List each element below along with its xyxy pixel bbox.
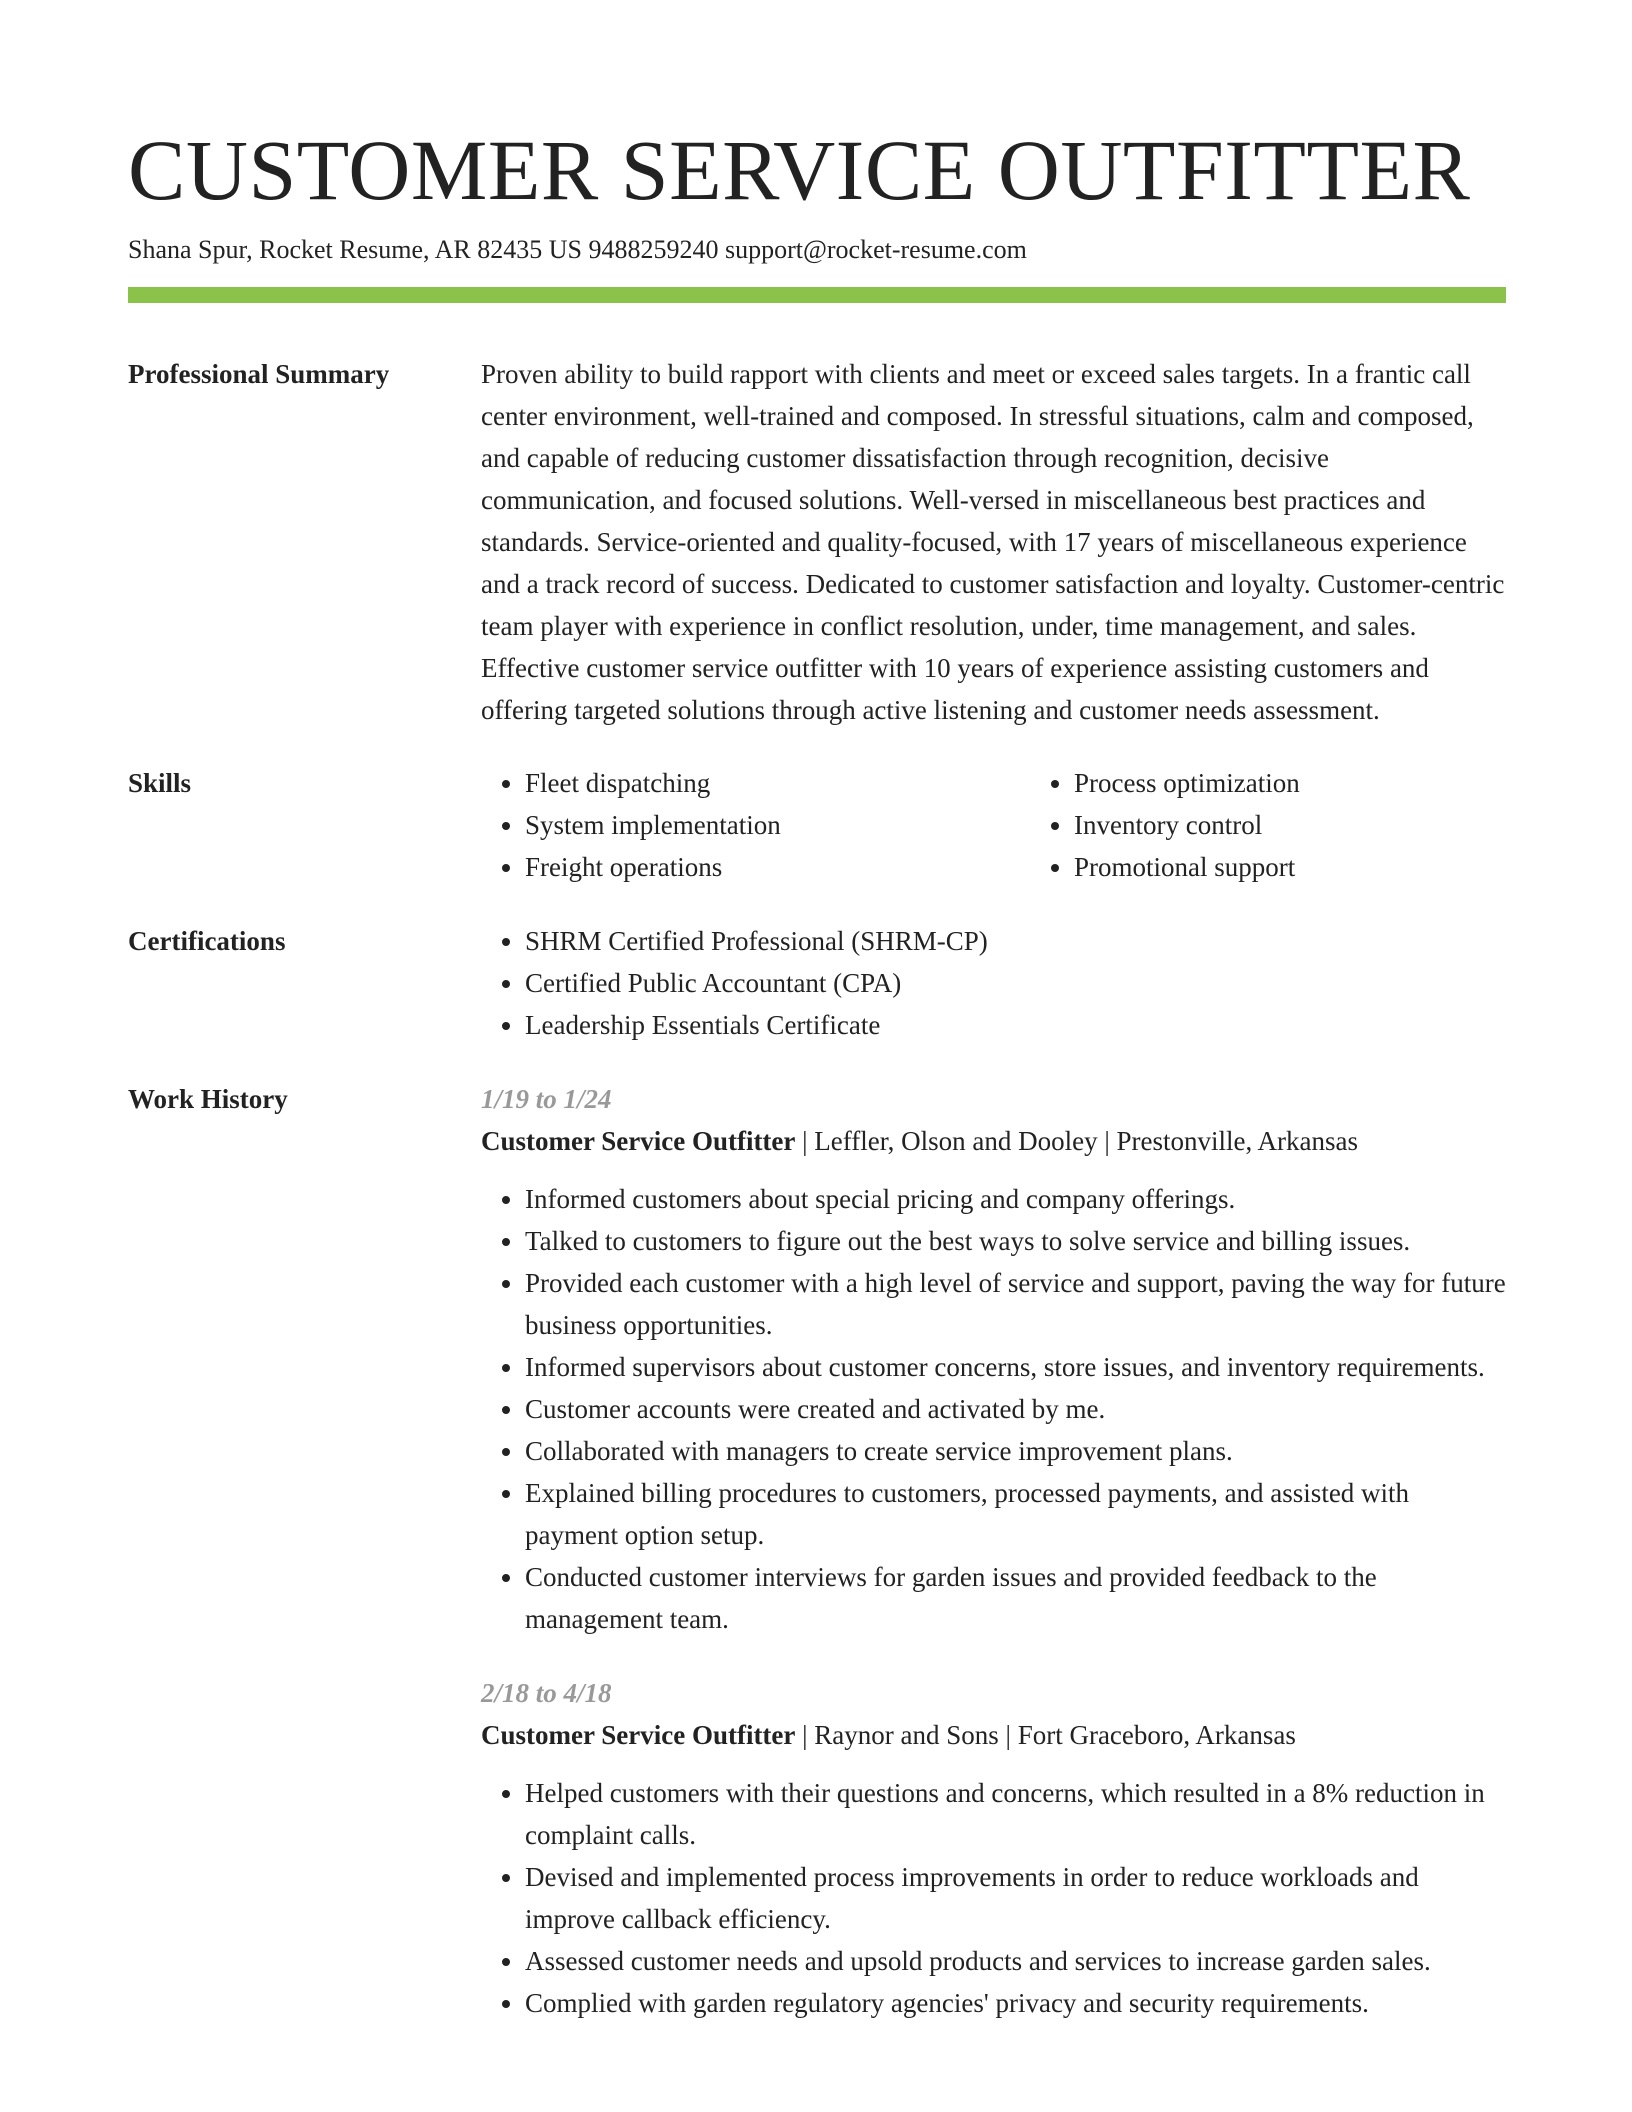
- job-duty: • Talked to customers to figure out the best ways to solve service and billing issues.: [525, 1220, 1506, 1262]
- job-duty: • Informed supervisors about customer concerns, store issues, and inventory requirements.: [525, 1346, 1506, 1388]
- job-title: Customer Service Outfitter: [481, 1720, 796, 1750]
- skills-list-left: [481, 762, 1030, 888]
- job-dates: 2/18 to 4/18: [481, 1678, 612, 1708]
- section-heading-work-history: Work History: [128, 1084, 288, 1114]
- skill-item: • Inventory control: [1074, 804, 1579, 846]
- section-heading-certifications: Certifications: [128, 926, 286, 956]
- skill-item: • Process optimization: [1074, 762, 1579, 804]
- skills-list-right: [1030, 762, 1579, 888]
- skills-body: [481, 762, 1579, 888]
- skill-item: • Fleet dispatching: [525, 762, 1030, 804]
- section-heading-summary: Professional Summary: [128, 359, 390, 389]
- summary-text: Proven ability to build rapport with clients and meet or exceed sales targets. In a frantic call center environment, well-trained and composed. In stressful situations, calm and composed, and capable of reducing customer dissatisfaction through recognition, decisive communication, and focused solutions. Well-versed in miscellaneous best practices and standards. Service-oriented and quality-focused, with 17 years of miscellaneous experience and a track record of success. Dedicated to customer satisfaction and loyalty. Customer-centric team player with experience in conflict resolution, under, time management, and sales. Effective customer service outfitter with 10 years of experience assisting customers and offering targeted solutions through active listening and customer needs assessment.: [481, 359, 1505, 725]
- skills-section: [128, 762, 1506, 888]
- skill-item: • Freight operations: [525, 846, 1030, 888]
- job-heading: [481, 1120, 1506, 1162]
- job-dates: 1/19 to 1/24: [481, 1084, 612, 1114]
- summary-section: [128, 353, 1506, 731]
- section-heading-skills: Skills: [128, 768, 192, 798]
- certifications-list: [481, 920, 1506, 1046]
- job-entry: [481, 1672, 1506, 2024]
- job-duty: • Collaborated with managers to create service improvement plans.: [525, 1430, 1506, 1472]
- certification-item: • SHRM Certified Professional (SHRM-CP): [525, 920, 1506, 962]
- job-duty: • Explained billing procedures to customers, processed payments, and assisted with payment option setup.: [525, 1472, 1506, 1556]
- work-history-body: [481, 1078, 1506, 2024]
- job-duty: • Complied with garden regulatory agencies' privacy and security requirements.: [525, 1982, 1506, 2024]
- job-employer-location: | Raynor and Sons | Fort Graceboro, Arkansas: [795, 1720, 1296, 1750]
- job-duty: • Devised and implemented process improvements in order to reduce workloads and improve callback efficiency.: [525, 1856, 1506, 1940]
- contact-info: Shana Spur, Rocket Resume, AR 82435 US 9488259240 support@rocket-resume.com: [128, 235, 1027, 264]
- summary-body: [481, 353, 1506, 731]
- certification-item: • Leadership Essentials Certificate: [525, 1004, 1506, 1046]
- job-entry: [481, 1078, 1506, 1640]
- certification-item: • Certified Public Accountant (CPA): [525, 962, 1506, 1004]
- job-duties-list: [481, 1772, 1506, 2024]
- job-heading: [481, 1714, 1506, 1756]
- work-history-section: [128, 1078, 1506, 2024]
- job-employer-location: | Leffler, Olson and Dooley | Prestonville, Arkansas: [795, 1126, 1359, 1156]
- job-title: Customer Service Outfitter: [481, 1126, 796, 1156]
- job-duty: • Conducted customer interviews for garden issues and provided feedback to the management team.: [525, 1556, 1506, 1640]
- job-duty: • Assessed customer needs and upsold products and services to increase garden sales.: [525, 1940, 1506, 1982]
- certifications-body: [481, 920, 1506, 1046]
- resume-page: [128, 0, 1506, 2024]
- job-duty: • Customer accounts were created and activated by me.: [525, 1388, 1506, 1430]
- skill-item: • System implementation: [525, 804, 1030, 846]
- certifications-section: [128, 920, 1506, 1046]
- job-duty: • Provided each customer with a high level of service and support, paving the way for future business opportunities.: [525, 1262, 1506, 1346]
- job-duties-list: [481, 1178, 1506, 1640]
- job-duty: • Informed customers about special pricing and company offerings.: [525, 1178, 1506, 1220]
- resume-name: CUSTOMER SERVICE OUTFITTER: [128, 122, 1471, 218]
- job-duty: • Helped customers with their questions and concerns, which resulted in a 8% reduction in complaint calls.: [525, 1772, 1506, 1856]
- skill-item: • Promotional support: [1074, 846, 1579, 888]
- header-accent-rule: [128, 287, 1506, 303]
